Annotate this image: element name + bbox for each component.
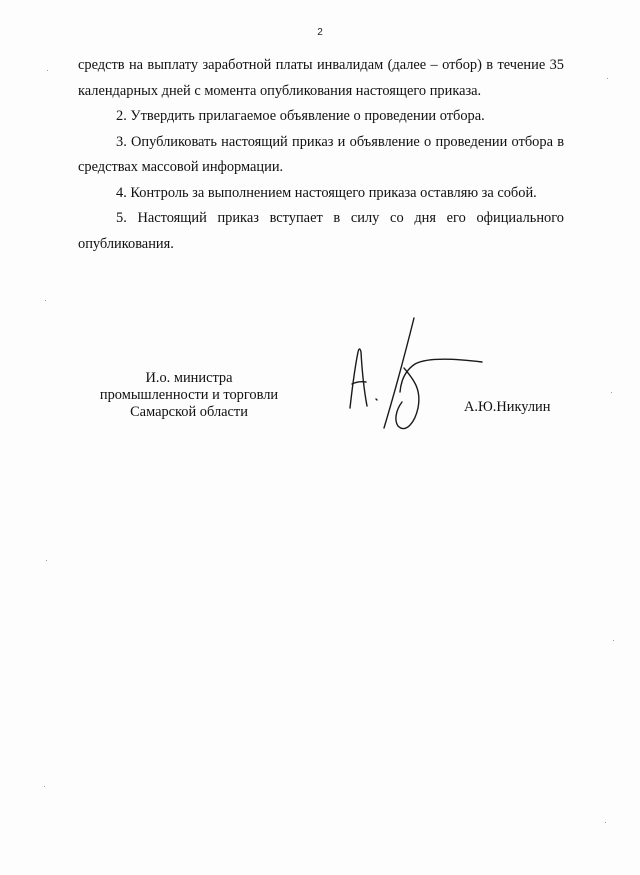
paragraph-item-2: 2. Утвердить прилагаемое объявление о проведении отбора. [116, 108, 485, 124]
paragraph-item-5: 5. Настоящий приказ вступает в силу со дня его официального опубликования. [78, 210, 564, 252]
paragraph-continuation: средств на выплату заработной платы инвалидам (далее – отбор) в течение 35 календарных дней с момента опубликования настоящего приказа. [78, 57, 564, 99]
signer-position-line: И.о. министра [145, 370, 233, 386]
handwritten-signature [340, 310, 490, 435]
signer-position-line: Самарской области [130, 404, 248, 420]
signer-position [78, 370, 300, 421]
paragraph-item-4: 4. Контроль за выполнением настоящего приказа оставляю за собой. [116, 184, 537, 201]
page-number: 2 [317, 27, 323, 38]
signer-name: А.Ю.Никулин [464, 399, 551, 415]
document-body [78, 53, 564, 257]
paragraph-item-3: 3. Опубликовать настоящий приказ и объявление о проведении отбора в средствах массовой информации. [78, 133, 564, 175]
signer-position-line: промышленности и торговли [99, 387, 279, 403]
